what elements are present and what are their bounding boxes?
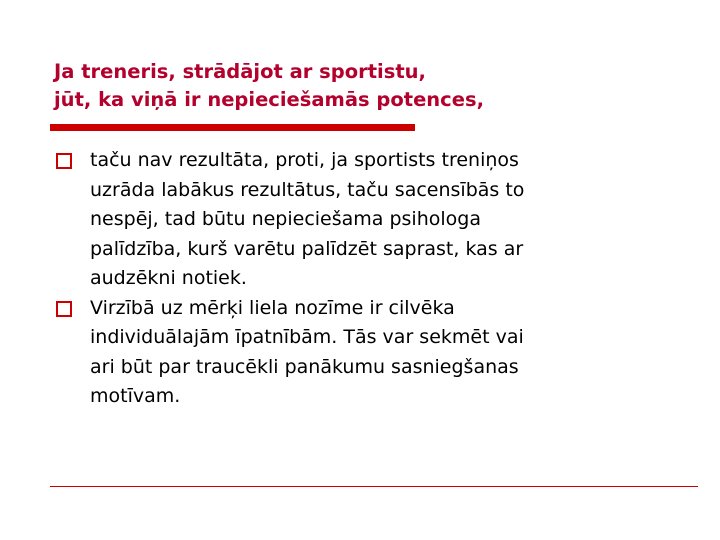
bullet-text-line: taču nav rezultāta, proti, ja sportists treniņos xyxy=(90,149,519,171)
bullet-list xyxy=(54,146,694,412)
bullet-text-line: Virzībā uz mērķi liela nozīme ir cilvēka xyxy=(90,296,455,319)
title-underline-rule xyxy=(50,124,415,131)
slide-title-line: Ja treneris, strādājot ar sportistu, xyxy=(54,60,426,83)
bullet-text-line: palīdzība, kurš varētu palīdzēt saprast, kas ar xyxy=(90,237,524,260)
hollow-square-bullet-icon xyxy=(56,301,72,317)
bullet-text-line: audzēkni notiek. xyxy=(90,267,247,289)
bullet-text-line: nespēj, tad būtu nepieciešama psihologa xyxy=(90,208,481,230)
bullet-text-line: uzrāda labākus rezultātus, taču sacensībās to xyxy=(90,178,525,201)
bullet-text-line: ari būt par traucēkli panākumu sasniegšanas xyxy=(90,355,519,378)
bullet-item xyxy=(54,146,694,294)
bullet-item xyxy=(54,294,694,412)
slide-title xyxy=(54,58,674,114)
bullet-text-line: individuālajām īpatnībām. Tās var sekmēt vai xyxy=(90,326,524,348)
hollow-square-bullet-icon xyxy=(56,153,72,169)
slide-title-line: jūt, ka viņā ir nepieciešamās potences, xyxy=(54,88,484,111)
bottom-divider-rule xyxy=(50,486,698,487)
bullet-text-line: motīvam. xyxy=(90,385,181,407)
